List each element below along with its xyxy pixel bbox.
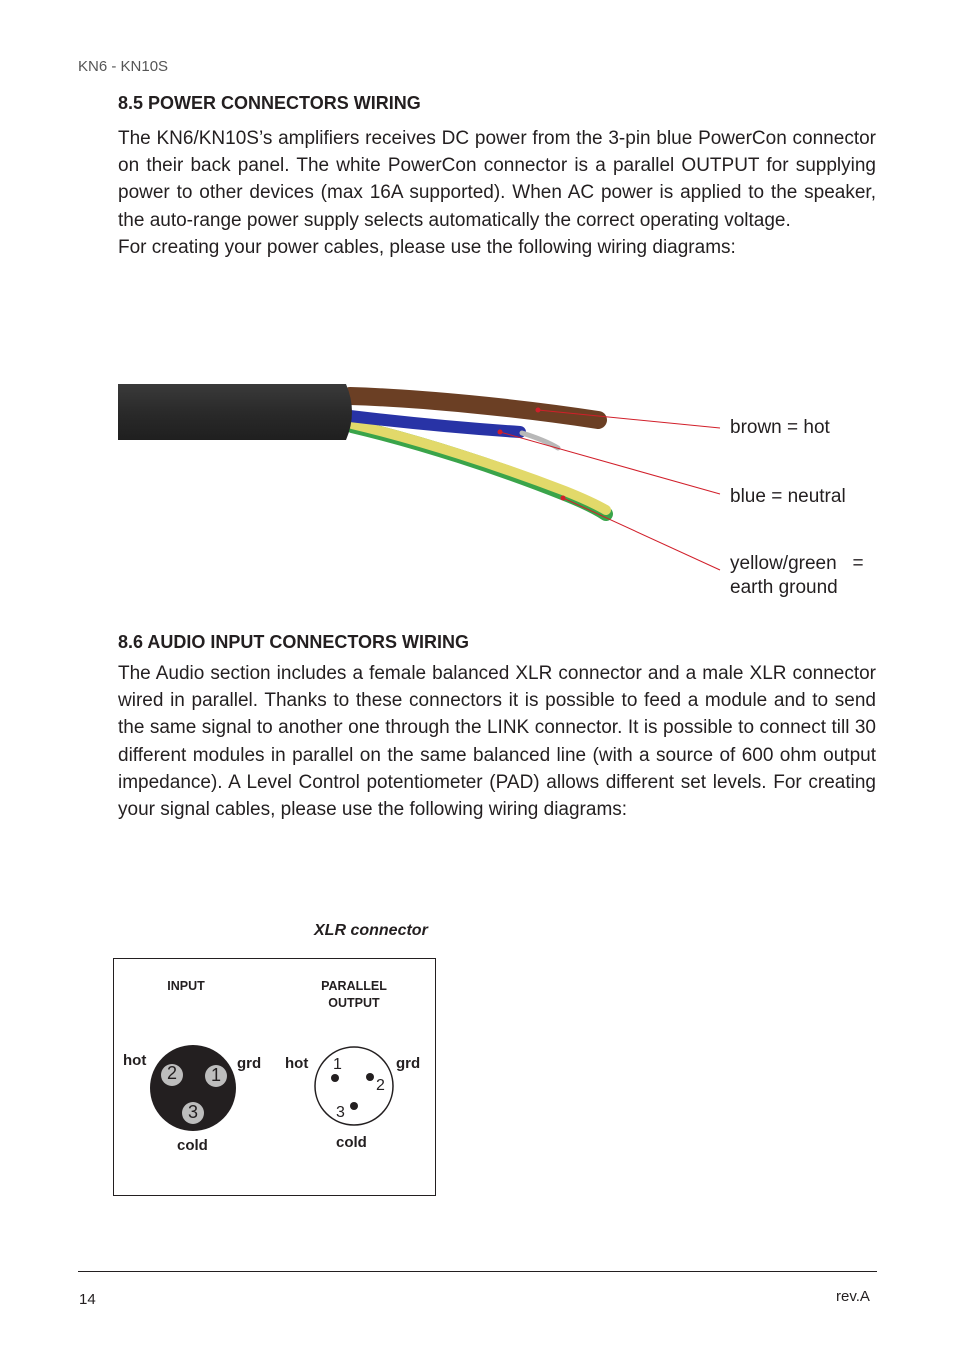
output-cold-label: cold	[336, 1134, 367, 1151]
revision-label: rev.A	[836, 1288, 870, 1305]
section-power-title: 8.5 POWER CONNECTORS WIRING	[118, 93, 421, 113]
yellow-leader-line	[563, 498, 720, 570]
yellow-leader-dot	[561, 496, 566, 501]
power-paragraph: The KN6/KN10S’s amplifiers receives DC power from the 3-pin blue PowerCon connector on their back panel. The white PowerCon connector is a parallel OUTPUT for supplying power to other devices (max 16A supported). When AC power is applied to the speaker, the auto-range power supply selects automatically the correct operating voltage.	[118, 128, 876, 231]
cable-jacket	[118, 384, 352, 440]
xlr-diagram-title: XLR connector	[314, 922, 428, 939]
blue-wire-strands	[522, 433, 558, 448]
yellow-label-line2: earth ground	[730, 577, 838, 598]
input-pin-3-label: 3	[187, 1102, 198, 1122]
page-number: 14	[79, 1291, 96, 1308]
yellow-green-wire	[352, 426, 606, 514]
output-pin-1	[331, 1074, 339, 1082]
blue-label: blue = neutral	[730, 486, 846, 507]
output-grd-label: grd	[396, 1055, 421, 1072]
output-heading-line2: OUTPUT	[328, 996, 380, 1010]
document-header: KN6 - KN10S	[78, 58, 169, 75]
brown-label: brown = hot	[730, 417, 830, 438]
section-power-text	[118, 125, 876, 261]
yellow-label-line1: yellow/green =	[730, 553, 864, 574]
output-pin-2-label: 2	[376, 1077, 385, 1094]
xlr-diagram-box	[113, 958, 436, 1196]
input-hot-label: hot	[123, 1052, 147, 1069]
footer-rule	[78, 1271, 877, 1272]
blue-leader-dot	[498, 430, 503, 435]
section-audio-text	[118, 660, 876, 823]
output-heading-line1: PARALLEL	[321, 979, 387, 993]
output-pin-1-label: 1	[333, 1056, 342, 1073]
power-intro: For creating your power cables, please use the following wiring diagrams:	[118, 236, 736, 258]
output-pin-3	[350, 1102, 358, 1110]
input-grd-label: grd	[237, 1055, 262, 1072]
input-cold-label: cold	[177, 1137, 208, 1154]
input-heading: INPUT	[167, 979, 205, 993]
input-pin-2-label: 2	[166, 1063, 177, 1083]
output-pin-3-label: 3	[336, 1104, 345, 1121]
output-hot-label: hot	[285, 1055, 309, 1072]
audio-paragraph: The Audio section includes a female balanced XLR connector and a male XLR connector wired in parallel. Thanks to these connectors it is possible to feed a module and to send the same signal to another one through the LINK connector. It is possible to connect till 30 different modules in parallel on the same balanced line (with a source of 600 ohm output impedance). A Level Control potentiometer (PAD) allows different set levels. For creating your signal cables, please use the following wiring diagrams:	[118, 663, 876, 821]
brown-leader-dot	[536, 408, 541, 413]
output-pin-2	[366, 1073, 374, 1081]
input-pin-1-label: 1	[210, 1065, 221, 1085]
section-audio-title: 8.6 AUDIO INPUT CONNECTORS WIRING	[118, 632, 470, 652]
